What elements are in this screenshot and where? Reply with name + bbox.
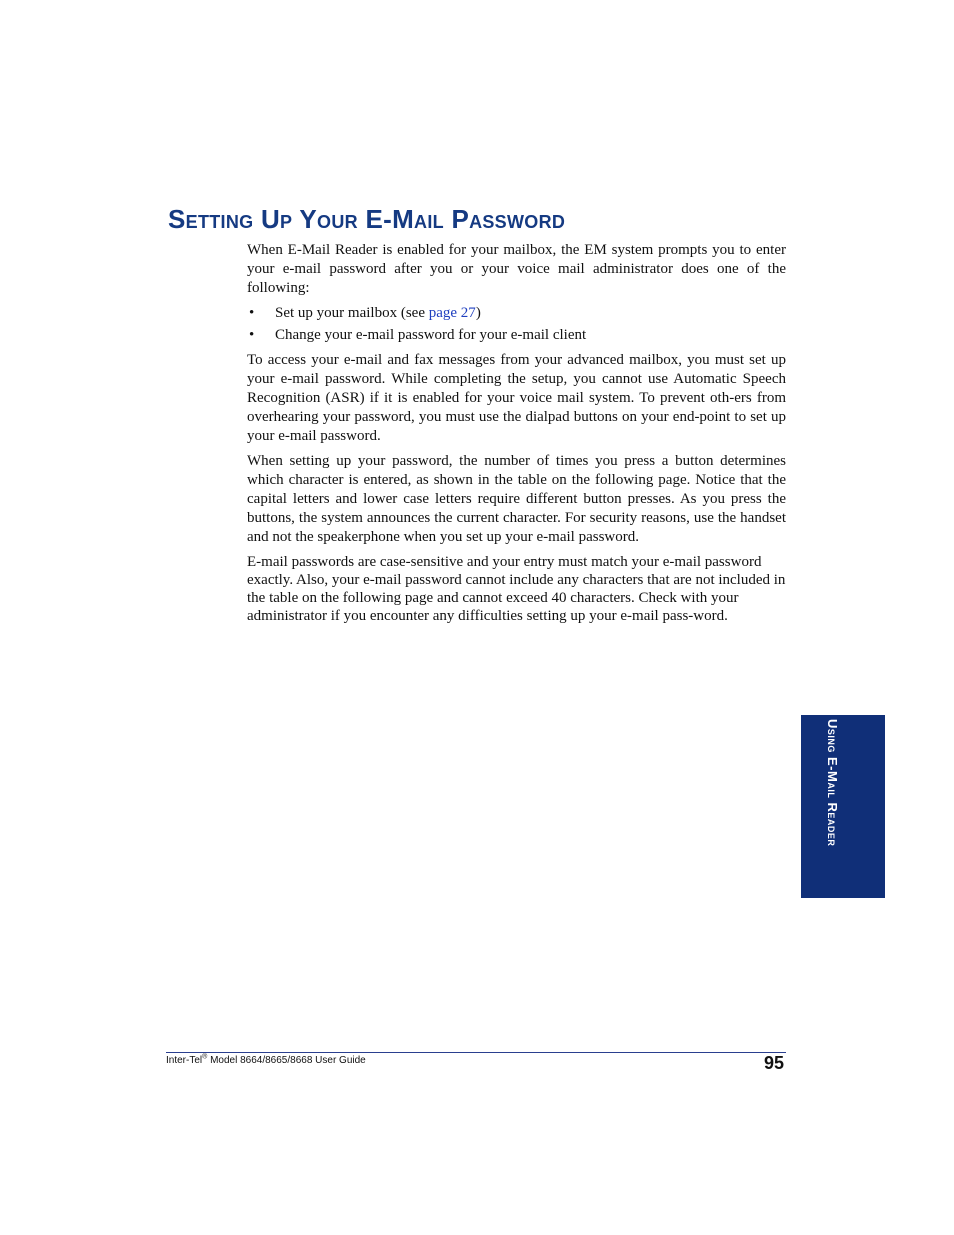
page-number: 95 (763, 1053, 784, 1073)
page-27-link[interactable]: page 27 (428, 305, 476, 321)
footer-brand: Inter-Tel (166, 1055, 203, 1066)
footer-divider (166, 1052, 786, 1053)
footer-title (166, 1055, 366, 1066)
list-item (247, 304, 786, 323)
registered-mark: ® (202, 1053, 208, 1061)
chapter-side-tab (801, 715, 885, 898)
case-sensitive-paragraph: E-mail passwords are case-sensitive and your entry must match your e-mail password exactly. Also, your e-mail password cannot include any characters that are not included in the table on the following page and cannot exceed 40 characters. Check with your administrator if you encounter any difficulties setting up your e-mail pass-word. (247, 554, 786, 624)
list-item-text: Change your e-mail password for your e-mail client (275, 327, 587, 343)
chapter-tab-label: Using E-Mail Reader (825, 719, 840, 847)
footer-guide-name: Model 8664/8665/8668 User Guide (207, 1055, 366, 1066)
intro-paragraph: When E-Mail Reader is enabled for your mailbox, the EM system prompts you to enter your e-mail password after you or your voice mail administrator does one of the following: (247, 242, 786, 296)
access-paragraph: To access your e-mail and fax messages from your advanced mailbox, you must set up your e-mail password. While completing the setup, you cannot use Automatic Speech Recognition (ASR) if it is enabled for your voice mail system. To prevent oth-ers from overhearing your password, you must use the dialpad buttons on your end-point to set up your e-mail password. (247, 352, 786, 444)
bullet-list (247, 304, 786, 345)
bullet-icon: • (249, 327, 255, 343)
list-item (247, 326, 786, 345)
list-item-text-end: ) (475, 305, 481, 321)
bullet-icon: • (249, 305, 255, 321)
list-item-text: Set up your mailbox (see (275, 305, 429, 321)
body-content (247, 241, 786, 631)
section-heading: Setting Up Your E-Mail Password (168, 204, 566, 234)
setup-paragraph: When setting up your password, the number of times you press a button determines which character is entered, as shown in the table on the following page. Notice that the capital letters and lower case letters require different button presses. As you press the buttons, the system announces the current character. For security reasons, use the handset and not the speakerphone when you set up your e-mail password. (247, 453, 786, 545)
